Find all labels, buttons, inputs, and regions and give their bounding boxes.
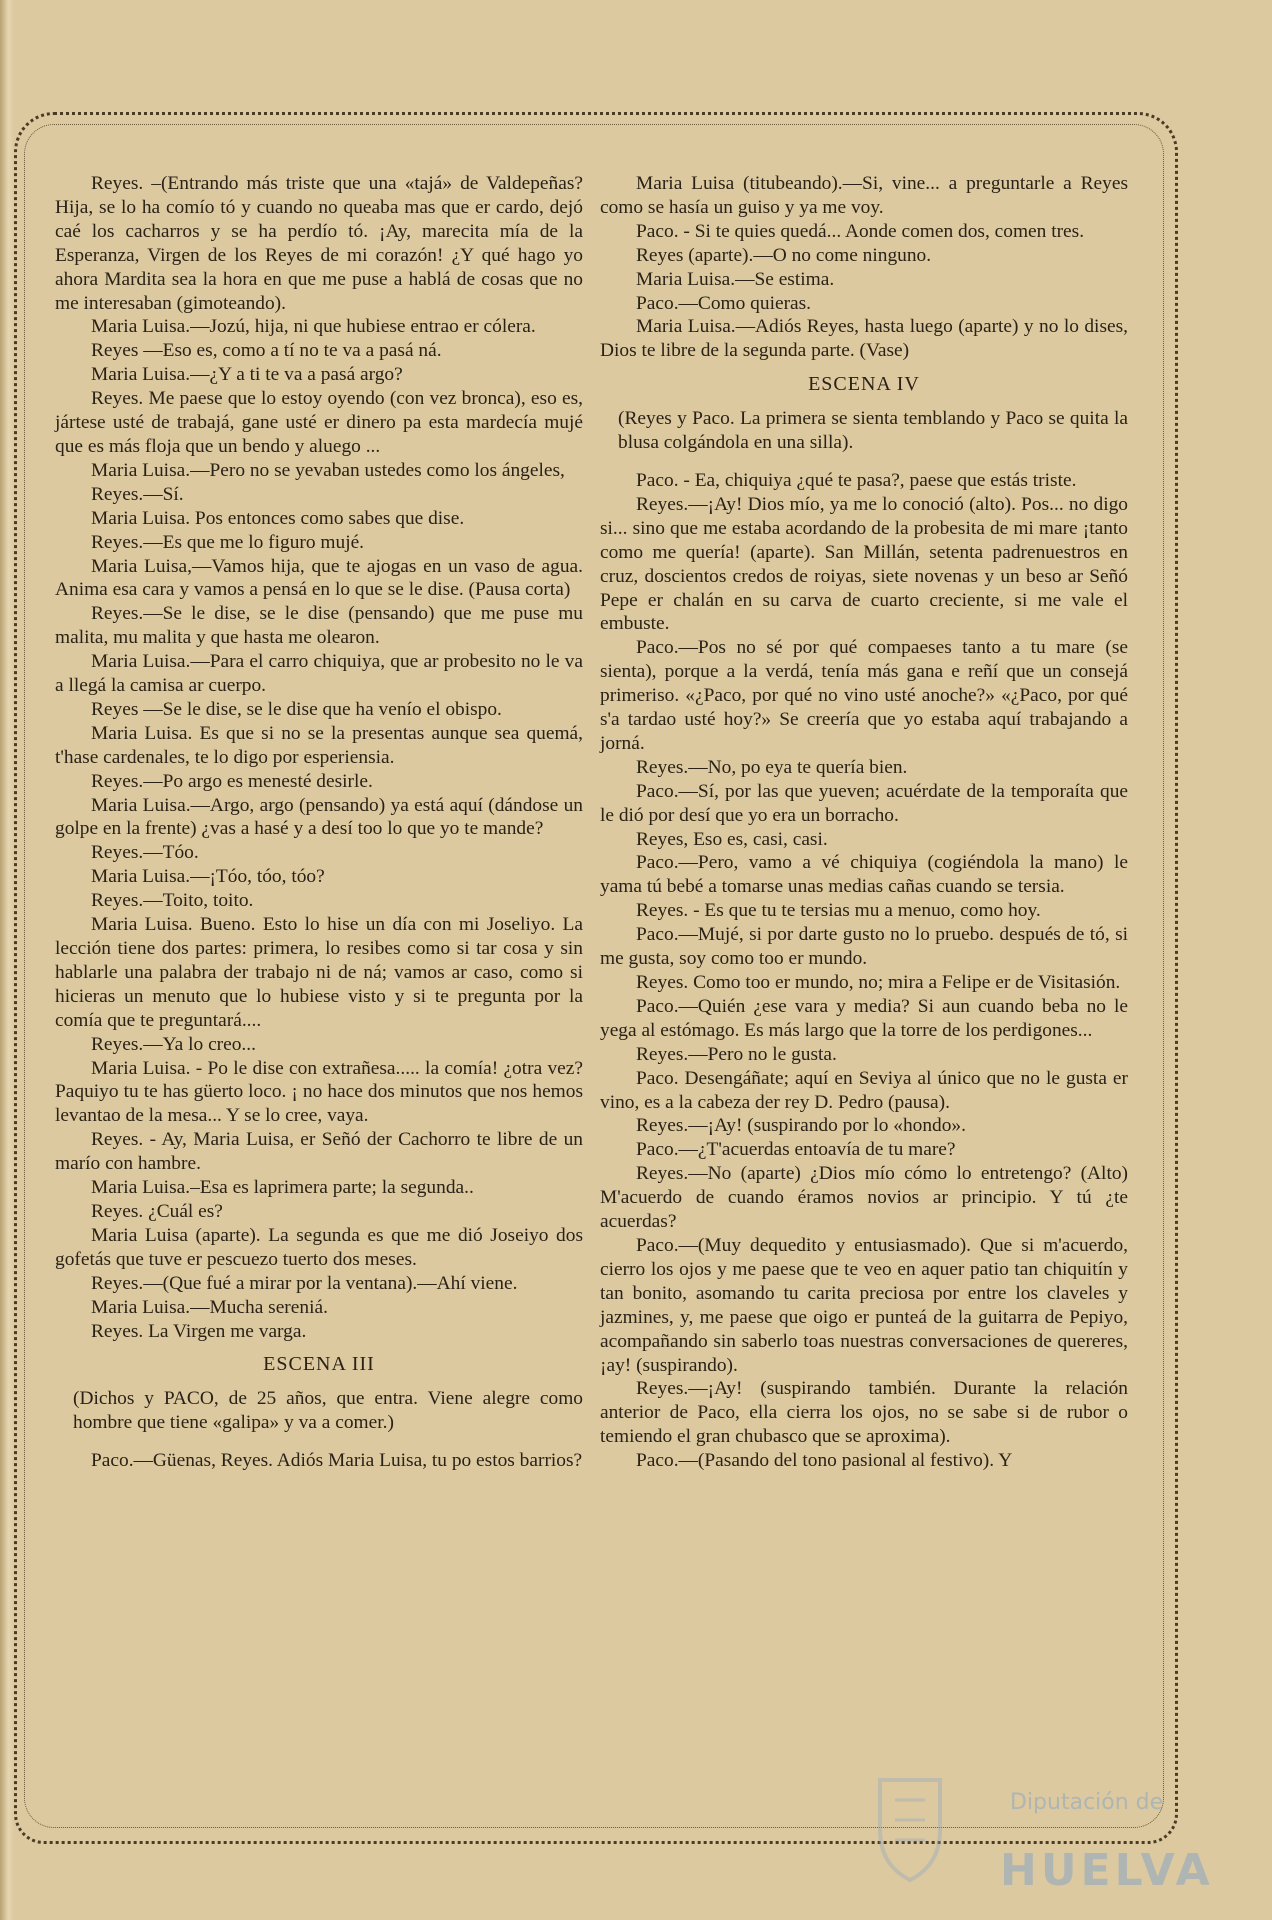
dialogue-line: Maria Luisa.—Jozú, hija, ni que hubiese entrao er cólera. bbox=[91, 316, 536, 338]
dialogue-line: Reyes. Como too er mundo, no; mira a Felipe er de Visitasión. bbox=[636, 972, 1121, 993]
dialogue-line: Paco.—Mujé, si por darte gusto no lo pruebo. después de tó, si me gusta, soy como too er mundo. bbox=[600, 924, 1128, 970]
left-text-column bbox=[55, 172, 583, 1473]
dialogue-line: Reyes. ¿Cuál es? bbox=[91, 1200, 223, 1222]
page-binding-edge bbox=[0, 0, 14, 1920]
dialogue-line: Reyes. Me paese que lo estoy oyendo (con vez bronca), eso es, jártese usté de trabajá, gane usté er dinero pa esta mardecía mujé que es más floja que un bendo y aluego ... bbox=[55, 388, 583, 457]
dialogue-line: Reyes. La Virgen me varga. bbox=[91, 1320, 307, 1342]
dialogue-line: Paco.—Pero, vamo a vé chiquiya (cogiéndola la mano) le yama tú bebé a tomarse unas medias cañas cuando se tersia. bbox=[600, 852, 1128, 898]
watermark-subtitle: Diputación de bbox=[1010, 1790, 1164, 1815]
dialogue-line: Maria Luisa (titubeando).—Si, vine... a preguntarle a Reyes como se hasía un guiso y ya me voy. bbox=[600, 173, 1128, 218]
dialogue-line: Reyes (aparte).—O no come ninguno. bbox=[636, 244, 932, 266]
scene-heading: ESCENA IV bbox=[808, 373, 920, 396]
dialogue-line: Maria Luisa. Es que si no se la presentas aunque sea quemá, t'hase cardenales, te lo digo por esperiensia. bbox=[55, 722, 583, 768]
dialogue-line: Maria Luisa. - Po le dise con extrañesa..... la comía! ¿otra vez? Paquiyo tu te has güerto loco. ¡ no hace dos minutos que nos hemos levantao de la mesa... Y se lo cree, vaya. bbox=[55, 1057, 583, 1127]
dialogue-line: Paco.—¿T'acuerdas entoavía de tu mare? bbox=[636, 1139, 956, 1161]
dialogue-line: Reyes.—Pero no le gusta. bbox=[636, 1043, 837, 1065]
dialogue-line: Maria Luisa.—Adiós Reyes, hasta luego (aparte) y no lo dises, Dios te libre de la segunda parte. (Vase) bbox=[600, 316, 1128, 362]
dialogue-line: Paco. - Si te quies quedá... Aonde comen dos, comen tres. bbox=[636, 220, 1085, 242]
dialogue-line: Reyes.—Po argo es menesté desirle. bbox=[91, 770, 373, 792]
dialogue-line: Reyes —Se le dise, se le dise que ha venío el obispo. bbox=[91, 698, 502, 720]
dialogue-line: Paco.—(Muy dequedito y entusiasmado). Que si m'acuerdo, cierro los ojos y me paese que te veo en aquer patio tan chiquitín y tan bonito, asomando tu carita preciosa por entre los claveles y jazmines, y, me paese que oigo er punteá de la guitarra de Pepiyo, acompañando sin saberlo toas nuestras conversaciones de quereres, ¡ay! (suspirando). bbox=[600, 1234, 1128, 1376]
dialogue-line: Maria Luisa.—Pero no se yevaban ustedes como los ángeles, bbox=[91, 459, 565, 481]
dialogue-line: Reyes. –(Entrando más triste que una «tajá» de Valdepeñas? Hija, se lo ha comío tó y cuando no queaba mas que er cardo, dejó caé los cacharros y se ha perdío tó. ¡Ay, marecita mía de la Esperanza, Virgen de los Reyes de mi corazón! ¿Y qué hago yo ahora Mardita sea la hora en que me puse a hablá de cosas que no me interesaban (gimoteando). bbox=[55, 173, 583, 314]
dialogue-line: Paco.—Quién ¿ese vara y media? Si aun cuando beba no le yega al estómago. Es más largo que la torre de los perdigones... bbox=[600, 995, 1128, 1041]
dialogue-line: Reyes.—¡Ay! Dios mío, ya me lo conoció (alto). Pos... no digo si... sino que me estaba acordando de la probesita de mi mare ¡tanto como me quería! (aparte). San Millán, setenta padrenuestros en cruz, doscientos credos de roiyas, siete novenas y un beso ar Señó Pepe er chalán en su carva de cuarto creciente, si me vale el embuste. bbox=[600, 493, 1128, 635]
dialogue-line: Paco.—Pos no sé por qué compaeses tanto a tu mare (se sienta), porque a la verdá, tenía más gana e reñí que un consejá primeriso. «¿Paco, por qué no vino usté anoche?» «¿Paco, por qué s'a tardao usté hoy?» Se creería que yo estaba aquí trabajando a jorná. bbox=[600, 637, 1128, 754]
dialogue-line: Reyes.—No (aparte) ¿Dios mío cómo lo entretengo? (Alto) M'acuerdo de cuando éramos novios ar principio. Y tú ¿te acuerdas? bbox=[600, 1163, 1128, 1233]
dialogue-line: Reyes.—Se le dise, se le dise (pensando) que me puse mu malita, mu malita y que hasta me olearon. bbox=[55, 603, 583, 649]
dialogue-line: Maria Luisa.—Para el carro chiquiya, que ar probesito no le va a llegá la camisa ar cuerpo. bbox=[55, 651, 583, 697]
dialogue-line: Maria Luisa.—Mucha sereniá. bbox=[91, 1296, 328, 1318]
dialogue-line: Reyes.—¡Ay! (suspirando también. Durante la relación anterior de Paco, ella cierra los ojos, no se sabe si de rubor o temiendo el gran chubasco que se aproxima). bbox=[600, 1378, 1128, 1448]
dialogue-line: Reyes.—Toito, toito. bbox=[91, 890, 254, 912]
scene-heading: ESCENA III bbox=[263, 1353, 375, 1376]
dialogue-line: Reyes. - Ay, Maria Luisa, er Señó der Cachorro te libre de un marío con hambre. bbox=[55, 1129, 583, 1175]
dialogue-line: Paco.—Sí, por las que yueven; acuérdate de la temporaíta que le dió por desí que yo era un borracho. bbox=[600, 780, 1128, 826]
dialogue-line: Maria Luisa. Bueno. Esto lo hise un día con mi Joseliyo. La lección tiene dos partes: primera, lo resibes como si tar cosa y sin hablarle una palabra der trabajo ni de ná; vamos ar caso, como si hicieras un menuto que lo hubiese visto y si te pregunta por la comía que te preguntará.... bbox=[55, 914, 583, 1031]
dialogue-line: Maria Luisa.—¿Y a ti te va a pasá argo? bbox=[91, 364, 403, 386]
watermark-text: HUELVA bbox=[1000, 1845, 1214, 1896]
dialogue-line: Reyes.—No, po eya te quería bien. bbox=[636, 756, 908, 778]
dialogue-line: Reyes, Eso es, casi, casi. bbox=[636, 828, 828, 850]
dialogue-line: Maria Luisa (aparte). La segunda es que me dió Joseiyo dos gofetás que tuve er pescuezo tuerto dos meses. bbox=[55, 1224, 583, 1270]
dialogue-line: Paco. - Ea, chiquiya ¿qué te pasa?, paese que estás triste. bbox=[636, 469, 1077, 491]
dialogue-line: Maria Luisa.—Argo, argo (pensando) ya está aquí (dándose un golpe en la frente) ¿vas a hasé y a desí too lo que yo te mande? bbox=[55, 794, 583, 840]
dialogue-line: Maria Luisa,—Vamos hija, que te ajogas en un vaso de agua. Anima esa cara y vamos a pensá en lo que se le dise. (Pausa corta) bbox=[55, 555, 583, 601]
dialogue-line: Maria Luisa.—Se estima. bbox=[636, 268, 835, 290]
dialogue-line: Paco.—(Pasando del tono pasional al festivo). Y bbox=[636, 1450, 1013, 1472]
dialogue-line: Reyes.—Sí. bbox=[91, 483, 184, 505]
dialogue-line: Reyes.—¡Ay! (suspirando por lo «hondo». bbox=[636, 1115, 966, 1137]
dialogue-line: Reyes.—(Que fué a mirar por la ventana).—Ahí viene. bbox=[91, 1272, 518, 1294]
dialogue-line: Maria Luisa. Pos entonces como sabes que dise. bbox=[91, 507, 465, 529]
dialogue-line: Paco.—Como quieras. bbox=[636, 292, 812, 314]
dialogue-line: Paco.—Güenas, Reyes. Adiós Maria Luisa, tu po estos barrios? bbox=[91, 1450, 583, 1472]
dialogue-line: Maria Luisa.–Esa es laprimera parte; la segunda.. bbox=[91, 1177, 474, 1199]
stage-direction: (Dichos y PACO, de 25 años, que entra. Viene alegre como hombre que tiene «galipa» y va a comer.) bbox=[73, 1388, 583, 1434]
dialogue-line: Reyes —Eso es, como a tí no te va a pasá ná. bbox=[91, 340, 442, 362]
stage-direction: (Reyes y Paco. La primera se sienta temblando y Paco se quita la blusa colgándola en una silla). bbox=[618, 408, 1128, 454]
dialogue-line: Reyes.—Es que me lo figuro mujé. bbox=[91, 531, 365, 553]
dialogue-line: Reyes. - Es que tu te tersias mu a menuo, como hoy. bbox=[636, 900, 1041, 922]
right-text-column bbox=[600, 172, 1128, 1473]
dialogue-line: Paco. Desengáñate; aquí en Seviya al único que no le gusta er vino, es a la cabeza der rey D. Pedro (pausa). bbox=[600, 1067, 1128, 1113]
dialogue-line: Reyes.—Tóo. bbox=[91, 842, 199, 864]
dialogue-line: Maria Luisa.—¡Tóo, tóo, tóo? bbox=[91, 866, 325, 888]
dialogue-line: Reyes.—Ya lo creo... bbox=[91, 1033, 256, 1055]
